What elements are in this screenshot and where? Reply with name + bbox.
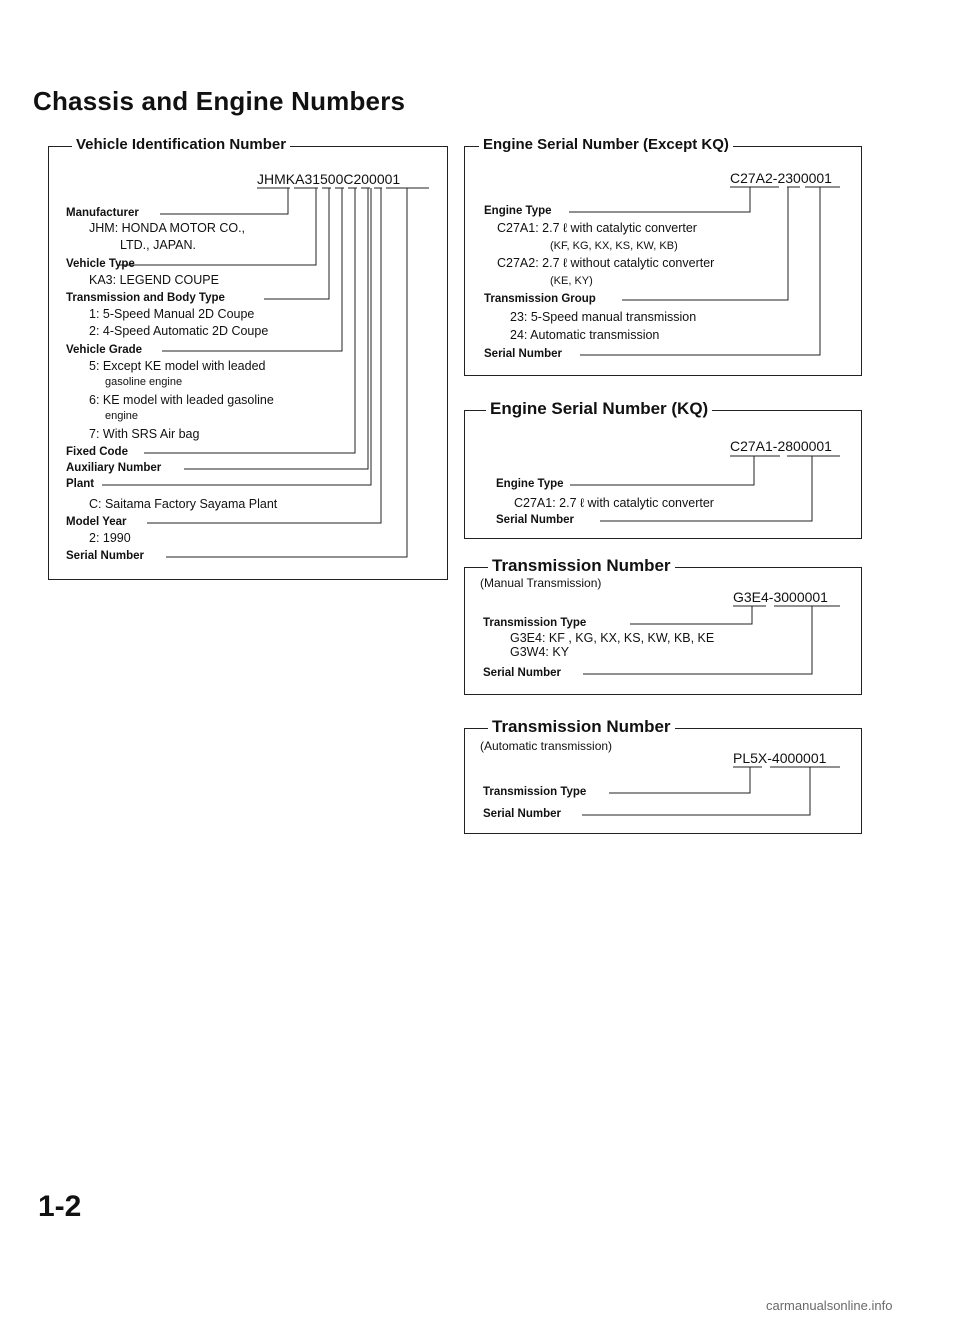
vin-model-year-desc: 2: 1990	[89, 531, 131, 545]
esn-kq-code: C27A1-2800001	[730, 438, 832, 454]
tn-auto-subtitle: (Automatic transmission)	[480, 739, 613, 753]
vin-model-year-label: Model Year	[66, 516, 127, 528]
esn-trans-group-label: Transmission Group	[484, 293, 596, 305]
vin-transmission-body-label: Transmission and Body Type	[66, 292, 225, 304]
esn-et-desc2: C27A2: 2.7 ℓ without catalytic converter	[497, 256, 715, 270]
tn-manual-tt-desc1: G3E4: KF , KG, KX, KS, KW, KB, KE	[510, 631, 715, 645]
esn-serial-label: Serial Number	[484, 348, 562, 360]
tn-manual-serial-label: Serial Number	[483, 667, 561, 679]
vin-vehicle-type-label: Vehicle Type	[66, 258, 135, 270]
vin-vehicle-type-desc: KA3: LEGEND COUPE	[89, 273, 219, 287]
vin-manufacturer-desc2: LTD., JAPAN.	[120, 238, 196, 252]
esn-kq-serial-label: Serial Number	[496, 514, 574, 526]
vin-title: Vehicle Identification Number	[72, 136, 290, 153]
esn-engine-type-label: Engine Type	[484, 205, 552, 217]
esn-kq-engine-type-label: Engine Type	[496, 478, 564, 490]
tn-manual-title: Transmission Number	[488, 556, 675, 576]
vin-vg-desc2b: engine	[105, 410, 139, 422]
vin-vg-desc1a: 5: Except KE model with leaded	[89, 359, 266, 373]
tn-auto-code: PL5X-4000001	[733, 750, 827, 766]
esn-kq-title: Engine Serial Number (KQ)	[486, 399, 712, 419]
tn-manual-subtitle: (Manual Transmission)	[480, 576, 602, 590]
page-number: 1-2	[38, 1190, 82, 1223]
esn-kq-et-desc: C27A1: 2.7 ℓ with catalytic converter	[514, 496, 714, 510]
esn-tg-desc1: 23: 5-Speed manual transmission	[510, 310, 697, 324]
vin-vg-desc2a: 6: KE model with leaded gasoline	[89, 393, 274, 407]
vin-vg-desc3: 7: With SRS Air bag	[89, 427, 200, 441]
tn-manual-code: G3E4-3000001	[733, 589, 828, 605]
vin-fixed-code-label: Fixed Code	[66, 446, 128, 458]
vin-tb-desc2: 2: 4-Speed Automatic 2D Coupe	[89, 324, 269, 338]
vin-plant-desc: C: Saitama Factory Sayama Plant	[89, 497, 278, 511]
esn-et-desc1b: (KF, KG, KX, KS, KW, KB)	[550, 240, 678, 252]
vin-auxiliary-label: Auxiliary Number	[66, 462, 162, 474]
vin-serial-label: Serial Number	[66, 550, 144, 562]
vin-vehicle-grade-label: Vehicle Grade	[66, 344, 143, 356]
vin-vg-desc1b: gasoline engine	[105, 376, 183, 388]
esn-tg-desc2: 24: Automatic transmission	[510, 328, 660, 342]
page-title: Chassis and Engine Numbers	[33, 86, 406, 116]
vin-code: JHMKA31500C200001	[257, 171, 401, 187]
tn-auto-serial-label: Serial Number	[483, 808, 561, 820]
tn-auto-title: Transmission Number	[488, 717, 675, 737]
vin-manufacturer-desc1: JHM: HONDA MOTOR CO.,	[89, 221, 246, 235]
tn-auto-trans-type-label: Transmission Type	[483, 786, 587, 798]
watermark: carmanualsonline.info	[766, 1298, 893, 1313]
esn-code: C27A2-2300001	[730, 170, 832, 186]
vin-tb-desc1: 1: 5-Speed Manual 2D Coupe	[89, 307, 255, 321]
tn-manual-tt-desc2: G3W4: KY	[510, 645, 570, 659]
esn-et-desc2b: (KE, KY)	[550, 275, 593, 287]
esn-et-desc1: C27A1: 2.7 ℓ with catalytic converter	[497, 221, 697, 235]
vin-plant-label: Plant	[66, 478, 95, 490]
tn-manual-trans-type-label: Transmission Type	[483, 617, 587, 629]
vin-manufacturer-label: Manufacturer	[66, 207, 139, 219]
esn-title: Engine Serial Number (Except KQ)	[479, 136, 733, 153]
